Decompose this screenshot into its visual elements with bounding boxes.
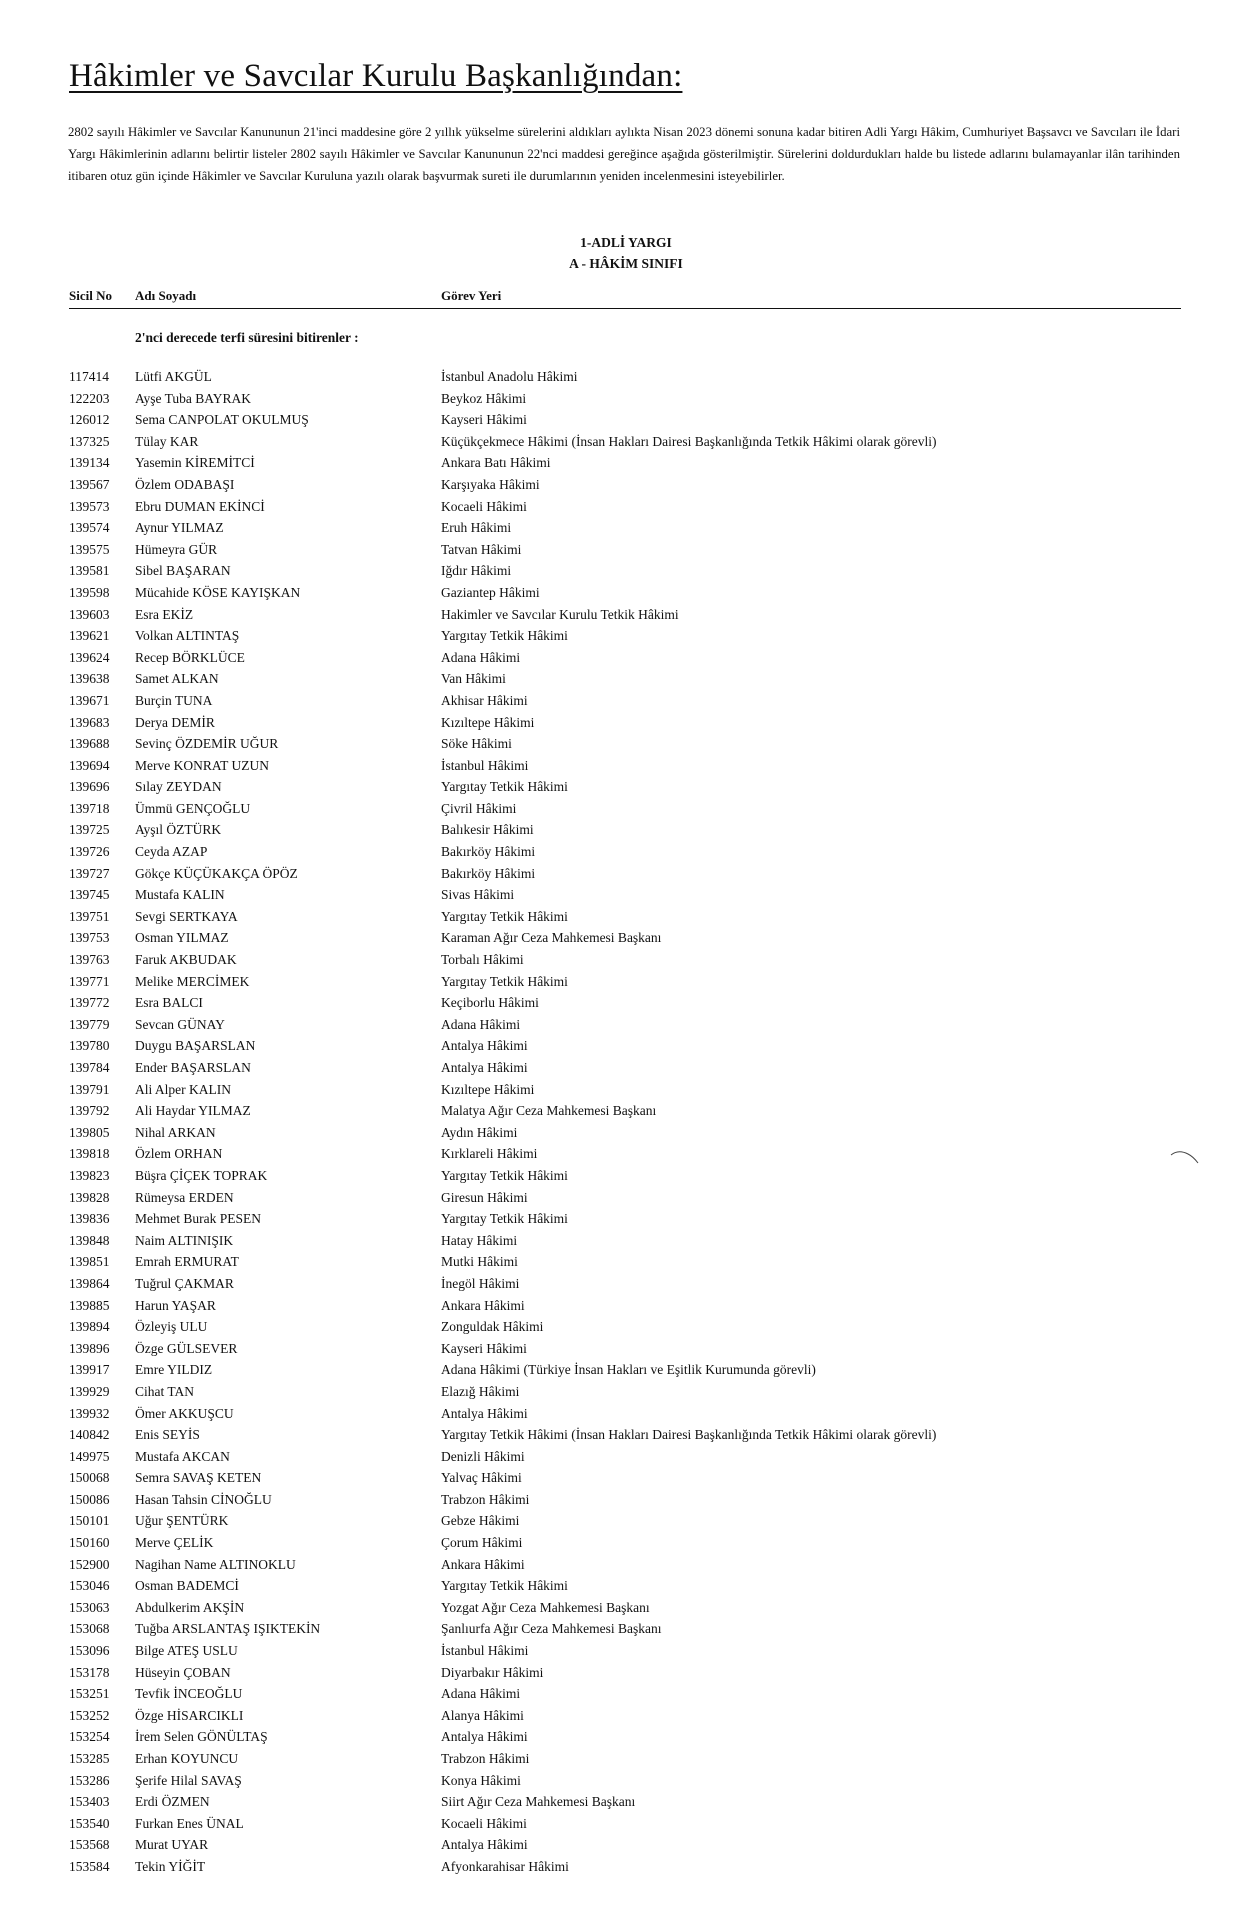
list-item [69, 690, 1181, 712]
adi-soyadi: Şerife Hilal SAVAŞ [135, 1772, 242, 1788]
sicil-no: 149975 [69, 1448, 110, 1464]
sicil-no: 139751 [69, 908, 110, 924]
gorev-yeri: Küçükçekmece Hâkimi (İnsan Hakları Dairesi Başkanlığında Tetkik Hâkimi olarak görevli) [441, 433, 937, 449]
gorev-yeri: Yargıtay Tetkik Hâkimi [441, 973, 568, 989]
sicil-no: 152900 [69, 1556, 110, 1572]
gorev-yeri: Yargıtay Tetkik Hâkimi [441, 1211, 568, 1227]
list-item [69, 582, 1181, 604]
sicil-no: 153251 [69, 1686, 110, 1702]
list-item [69, 1575, 1181, 1597]
list-item [69, 366, 1181, 388]
gorev-yeri: Gaziantep Hâkimi [441, 584, 540, 600]
adi-soyadi: Tuğba ARSLANTAŞ IŞIKTEKİN [135, 1621, 321, 1637]
adi-soyadi: Gökçe KÜÇÜKAKÇA ÖPÖZ [135, 865, 298, 881]
gorev-yeri: Trabzon Hâkimi [441, 1491, 530, 1507]
adi-soyadi: Ceyda AZAP [135, 844, 208, 860]
sicil-no: 139598 [69, 584, 110, 600]
gorev-yeri: Beykoz Hâkimi [441, 390, 527, 406]
adi-soyadi: Melike MERCİMEK [135, 973, 250, 989]
gorev-yeri: Antalya Hâkimi [441, 1405, 528, 1421]
list-item [69, 1251, 1181, 1273]
list-item [69, 1467, 1181, 1489]
adi-soyadi: Rümeysa ERDEN [135, 1189, 234, 1205]
col-gorev-yeri: Görev Yeri [441, 288, 502, 303]
sicil-no: 139792 [69, 1103, 110, 1119]
adi-soyadi: Erhan KOYUNCU [135, 1751, 239, 1766]
adi-soyadi: Bilge ATEŞ USLU [135, 1643, 238, 1659]
gorev-yeri: Trabzon Hâkimi [441, 1751, 530, 1766]
gorev-yeri: Ankara Hâkimi [441, 1556, 525, 1572]
gorev-yeri: Kayseri Hâkimi [441, 1340, 527, 1356]
gorev-yeri: Hakimler ve Savcılar Kurulu Tetkik Hâkimi [441, 606, 679, 622]
gorev-yeri: Yargıtay Tetkik Hâkimi [441, 1578, 568, 1594]
gorev-yeri: Eruh Hâkimi [441, 520, 512, 536]
gorev-yeri: Kocaeli Hâkimi [441, 1815, 527, 1831]
list-item [69, 927, 1181, 949]
gorev-yeri: Sivas Hâkimi [441, 887, 515, 903]
sicil-no: 139688 [69, 736, 110, 752]
sicil-no: 139725 [69, 822, 110, 838]
gorev-yeri: Torbalı Hâkimi [441, 952, 524, 968]
gorev-yeri: Kayseri Hâkimi [441, 412, 527, 428]
list-item [69, 1187, 1181, 1209]
gorev-yeri: Balıkesir Hâkimi [441, 822, 534, 838]
gorev-yeri: Tatvan Hâkimi [441, 541, 522, 557]
gorev-yeri: Antalya Hâkimi [441, 1729, 528, 1745]
gorev-yeri: Antalya Hâkimi [441, 1060, 528, 1075]
sicil-no: 139929 [69, 1383, 110, 1399]
sicil-no: 139696 [69, 779, 110, 795]
gorev-yeri: Diyarbakır Hâkimi [441, 1664, 544, 1680]
page-title: Hâkimler ve Savcılar Kurulu Başkanlığından: [69, 58, 683, 94]
sicil-no: 153254 [69, 1729, 110, 1745]
list-item [69, 1618, 1181, 1640]
list-item [69, 971, 1181, 993]
gorev-yeri: Adana Hâkimi [441, 649, 521, 665]
list-item [69, 1338, 1181, 1360]
gorev-yeri: Alanya Hâkimi [441, 1707, 524, 1723]
adi-soyadi: Aynur YILMAZ [135, 520, 224, 536]
list-item [69, 776, 1181, 798]
adi-soyadi: Murat UYAR [135, 1837, 209, 1853]
adi-soyadi: Ali Haydar YILMAZ [135, 1103, 251, 1119]
gorev-yeri: Yargıtay Tetkik Hâkimi [441, 628, 568, 644]
sicil-no: 150101 [69, 1513, 110, 1529]
sicil-no: 122203 [69, 390, 110, 406]
list-item [69, 1683, 1181, 1705]
sicil-no: 153252 [69, 1707, 110, 1723]
sicil-no: 139836 [69, 1211, 110, 1227]
gorev-yeri: Yargıtay Tetkik Hâkimi [441, 1167, 568, 1183]
gorev-yeri: Adana Hâkimi [441, 1016, 521, 1032]
sicil-no: 139780 [69, 1038, 110, 1054]
list-item [69, 1705, 1181, 1727]
gorev-yeri: Siirt Ağır Ceza Mahkemesi Başkanı [441, 1794, 636, 1810]
list-item [69, 1230, 1181, 1252]
list-item [69, 1273, 1181, 1295]
list-item [69, 388, 1181, 410]
adi-soyadi: Ümmü GENÇOĞLU [135, 800, 251, 816]
sicil-no: 139791 [69, 1081, 110, 1097]
sicil-no: 139683 [69, 714, 110, 730]
sicil-no: 117414 [69, 369, 109, 384]
list-item [69, 647, 1181, 669]
adi-soyadi: Samet ALKAN [135, 671, 219, 687]
gorev-yeri: Zonguldak Hâkimi [441, 1319, 544, 1335]
gorev-yeri: Kırklareli Hâkimi [441, 1146, 538, 1162]
gorev-yeri: Ankara Hâkimi [441, 1297, 525, 1313]
adi-soyadi: Abdulkerim AKŞİN [135, 1599, 245, 1615]
sicil-no: 139575 [69, 541, 110, 557]
list-item [69, 1165, 1181, 1187]
gorev-yeri: Yargıtay Tetkik Hâkimi [441, 779, 568, 795]
column-header [69, 288, 1181, 309]
list-item [69, 1057, 1181, 1079]
sicil-no: 139848 [69, 1232, 110, 1248]
adi-soyadi: Esra BALCI [135, 995, 203, 1011]
sicil-no: 139574 [69, 520, 110, 536]
adi-soyadi: Furkan Enes ÜNAL [135, 1815, 244, 1831]
list-item [69, 539, 1181, 561]
sicil-no: 153068 [69, 1621, 110, 1637]
sicil-no: 139718 [69, 800, 110, 816]
adi-soyadi: Ali Alper KALIN [135, 1081, 231, 1097]
adi-soyadi: Osman BADEMCİ [135, 1578, 239, 1594]
sicil-no: 139932 [69, 1405, 110, 1421]
sicil-no: 126012 [69, 412, 110, 428]
adi-soyadi: Tuğrul ÇAKMAR [135, 1275, 234, 1291]
sicil-no: 150086 [69, 1491, 110, 1507]
adi-soyadi: Hümeyra GÜR [135, 541, 218, 557]
gorev-yeri: Konya Hâkimi [441, 1772, 521, 1788]
sicil-no: 139779 [69, 1016, 110, 1032]
adi-soyadi: Özge GÜLSEVER [135, 1340, 238, 1356]
adi-soyadi: Büşra ÇİÇEK TOPRAK [135, 1167, 268, 1183]
gorev-yeri: Yalvaç Hâkimi [441, 1470, 522, 1486]
list-item [69, 1424, 1181, 1446]
sicil-no: 139134 [69, 455, 110, 471]
adi-soyadi: Ömer AKKUŞCU [135, 1405, 234, 1421]
adi-soyadi: Sibel BAŞARAN [135, 563, 231, 579]
adi-soyadi: Sevcan GÜNAY [135, 1016, 225, 1032]
list-item [69, 884, 1181, 906]
sicil-no: 150160 [69, 1535, 110, 1551]
group-title: 2'nci derecede terfi süresini bitirenler : [135, 330, 359, 345]
list-item [69, 625, 1181, 647]
adi-soyadi: Ender BAŞARSLAN [135, 1060, 251, 1075]
adi-soyadi: Esra EKİZ [135, 606, 194, 622]
list-item [69, 841, 1181, 863]
sicil-no: 153178 [69, 1664, 110, 1680]
personnel-list [69, 366, 1181, 1878]
gorev-yeri: Iğdır Hâkimi [441, 563, 512, 579]
list-item [69, 1489, 1181, 1511]
list-item [69, 1726, 1181, 1748]
adi-soyadi: Mustafa AKCAN [135, 1448, 230, 1464]
sicil-no: 139567 [69, 476, 110, 492]
list-item [69, 1554, 1181, 1576]
list-item [69, 1770, 1181, 1792]
sicil-no: 139917 [69, 1362, 110, 1378]
col-sicil-no: Sicil No [69, 288, 112, 303]
list-item [69, 1856, 1181, 1878]
sicil-no: 139885 [69, 1297, 110, 1313]
adi-soyadi: Emre YILDIZ [135, 1362, 213, 1378]
sicil-no: 139772 [69, 995, 110, 1011]
sicil-no: 153403 [69, 1794, 110, 1810]
gorev-yeri: Keçiborlu Hâkimi [441, 995, 539, 1011]
sicil-no: 139828 [69, 1189, 110, 1205]
gorev-yeri: Karaman Ağır Ceza Mahkemesi Başkanı [441, 930, 662, 946]
list-item [69, 452, 1181, 474]
adi-soyadi: Nagihan Name ALTINOKLU [135, 1556, 296, 1572]
adi-soyadi: Mücahide KÖSE KAYIŞKAN [135, 584, 301, 600]
list-item [69, 474, 1181, 496]
section-title: 1-ADLİ YARGI [580, 235, 672, 250]
sicil-no: 139894 [69, 1319, 110, 1335]
list-item [69, 1791, 1181, 1813]
list-item [69, 798, 1181, 820]
adi-soyadi: Merve ÇELİK [135, 1535, 214, 1551]
sicil-no: 153286 [69, 1772, 110, 1788]
gorev-yeri: Çorum Hâkimi [441, 1535, 523, 1551]
sicil-no: 153063 [69, 1599, 110, 1615]
stray-mark-icon [1170, 1150, 1200, 1164]
sicil-no: 139763 [69, 952, 110, 968]
list-item [69, 863, 1181, 885]
adi-soyadi: Uğur ŞENTÜRK [135, 1513, 229, 1529]
list-item [69, 431, 1181, 453]
list-item [69, 668, 1181, 690]
sicil-no: 153584 [69, 1858, 110, 1874]
gorev-yeri: İstanbul Anadolu Hâkimi [441, 369, 578, 384]
list-item [69, 1079, 1181, 1101]
adi-soyadi: Cihat TAN [135, 1383, 195, 1399]
sicil-no: 139818 [69, 1146, 110, 1162]
adi-soyadi: Tekin YİĞİT [135, 1858, 206, 1874]
gorev-yeri: Adana Hâkimi [441, 1686, 521, 1702]
gorev-yeri: Gebze Hâkimi [441, 1513, 520, 1529]
intro-paragraph: 2802 sayılı Hâkimler ve Savcılar Kanununun 21'inci maddesine göre 2 yıllık yükselme sürelerini aldıkları aylıkta Nisan 2023 dönemi sonuna kadar bitiren Adli Yargı Hâkim, Cumhuriyet Başsavcı ve Savcıları ile İdari Yargı Hâkimlerinin adlarını belirtir listeler 2802 sayılı Hâkimler ve Savcılar Kanununun 22'nci maddesi gereğince aşağıda gösterilmiştir. Sürelerini doldurdukları halde bu listede adlarını bulamayanlar ilân tarihinden itibaren otuz gün içinde Hâkimler ve Savcılar Kuruluna yazılı olarak başvurmak sureti ile durumlarının yeniden incelenmesini isteyebilirler. [68, 125, 1180, 183]
list-item [69, 755, 1181, 777]
gorev-yeri: Van Hâkimi [441, 671, 506, 687]
list-item [69, 517, 1181, 539]
adi-soyadi: Lütfi AKGÜL [135, 369, 212, 384]
list-item [69, 1834, 1181, 1856]
adi-soyadi: Sılay ZEYDAN [135, 779, 222, 795]
sicil-no: 140842 [69, 1427, 110, 1443]
list-item [69, 496, 1181, 518]
adi-soyadi: Tülay KAR [135, 433, 199, 449]
list-item [69, 1813, 1181, 1835]
gorev-yeri: Afyonkarahisar Hâkimi [441, 1858, 569, 1874]
list-item [69, 1748, 1181, 1770]
adi-soyadi: Osman YILMAZ [135, 930, 229, 946]
sicil-no: 139638 [69, 671, 110, 687]
sicil-no: 139726 [69, 844, 110, 860]
adi-soyadi: Özleyiş ULU [135, 1319, 208, 1335]
gorev-yeri: Hatay Hâkimi [441, 1232, 518, 1248]
list-item [69, 1316, 1181, 1338]
gorev-yeri: Denizli Hâkimi [441, 1448, 525, 1464]
sicil-no: 153568 [69, 1837, 110, 1853]
adi-soyadi: Yasemin KİREMİTCİ [135, 455, 255, 471]
sicil-no: 139573 [69, 498, 110, 514]
adi-soyadi: Mustafa KALIN [135, 887, 225, 903]
list-item [69, 1662, 1181, 1684]
gorev-yeri: Elazığ Hâkimi [441, 1383, 520, 1399]
adi-soyadi: Sevgi SERTKAYA [135, 908, 238, 924]
sicil-no: 139771 [69, 973, 110, 989]
list-item [69, 906, 1181, 928]
adi-soyadi: Mehmet Burak PESEN [135, 1211, 261, 1227]
list-item [69, 949, 1181, 971]
adi-soyadi: Naim ALTINIŞIK [135, 1232, 234, 1248]
gorev-yeri: Ankara Batı Hâkimi [441, 455, 551, 471]
list-item [69, 1381, 1181, 1403]
sicil-no: 139603 [69, 606, 110, 622]
gorev-yeri: Yargıtay Tetkik Hâkimi (İnsan Hakları Dairesi Başkanlığında Tetkik Hâkimi olarak görevli) [441, 1427, 937, 1443]
adi-soyadi: İrem Selen GÖNÜLTAŞ [135, 1729, 268, 1745]
sicil-no: 139694 [69, 757, 110, 773]
gorev-yeri: Akhisar Hâkimi [441, 692, 528, 708]
adi-soyadi: Duygu BAŞARSLAN [135, 1038, 256, 1054]
adi-soyadi: Merve KONRAT UZUN [135, 757, 269, 773]
sicil-no: 139864 [69, 1275, 110, 1291]
list-item [69, 560, 1181, 582]
adi-soyadi: Erdi ÖZMEN [135, 1794, 210, 1810]
gorev-yeri: Antalya Hâkimi [441, 1837, 528, 1853]
adi-soyadi: Nihal ARKAN [135, 1124, 216, 1140]
gorev-yeri: Çivril Hâkimi [441, 800, 517, 816]
sicil-no: 139784 [69, 1060, 110, 1075]
adi-soyadi: Recep BÖRKLÜCE [135, 649, 245, 665]
adi-soyadi: Faruk AKBUDAK [135, 952, 237, 968]
adi-soyadi: Volkan ALTINTAŞ [135, 628, 240, 644]
adi-soyadi: Burçin TUNA [135, 692, 213, 708]
list-item [69, 409, 1181, 431]
sicil-no: 139581 [69, 563, 110, 579]
sicil-no: 150068 [69, 1470, 110, 1486]
list-item [69, 1510, 1181, 1532]
adi-soyadi: Tevfik İNCEOĞLU [135, 1686, 243, 1702]
gorev-yeri: Giresun Hâkimi [441, 1189, 528, 1205]
list-item [69, 1597, 1181, 1619]
adi-soyadi: Semra SAVAŞ KETEN [135, 1470, 262, 1486]
sicil-no: 139896 [69, 1340, 110, 1356]
list-item [69, 1035, 1181, 1057]
gorev-yeri: Kızıltepe Hâkimi [441, 1081, 535, 1097]
adi-soyadi: Ebru DUMAN EKİNCİ [135, 498, 265, 514]
adi-soyadi: Ayşıl ÖZTÜRK [135, 822, 222, 838]
list-item [69, 604, 1181, 626]
list-item [69, 992, 1181, 1014]
gorev-yeri: Antalya Hâkimi [441, 1038, 528, 1054]
list-item [69, 1446, 1181, 1468]
list-item [69, 1143, 1181, 1165]
list-item [69, 712, 1181, 734]
list-item [69, 1403, 1181, 1425]
gorev-yeri: Yargıtay Tetkik Hâkimi [441, 908, 568, 924]
adi-soyadi: Ayşe Tuba BAYRAK [135, 390, 252, 406]
gorev-yeri: Yozgat Ağır Ceza Mahkemesi Başkanı [441, 1599, 650, 1615]
sicil-no: 139823 [69, 1167, 110, 1183]
sicil-no: 153096 [69, 1643, 110, 1659]
gorev-yeri: Malatya Ağır Ceza Mahkemesi Başkanı [441, 1103, 657, 1119]
list-item [69, 1295, 1181, 1317]
list-item [69, 1014, 1181, 1036]
adi-soyadi: Hüseyin ÇOBAN [135, 1664, 231, 1680]
gorev-yeri: Mutki Hâkimi [441, 1254, 518, 1270]
sicil-no: 139805 [69, 1124, 110, 1140]
list-item [69, 819, 1181, 841]
gorev-yeri: Karşıyaka Hâkimi [441, 476, 540, 492]
adi-soyadi: Özlem ORHAN [135, 1146, 223, 1162]
gorev-yeri: Aydın Hâkimi [441, 1124, 518, 1140]
list-item [69, 1122, 1181, 1144]
sicil-no: 137325 [69, 433, 110, 449]
list-item [69, 1208, 1181, 1230]
list-item [69, 1100, 1181, 1122]
sicil-no: 139621 [69, 628, 110, 644]
sicil-no: 139671 [69, 692, 110, 708]
gorev-yeri: Kızıltepe Hâkimi [441, 714, 535, 730]
adi-soyadi: Harun YAŞAR [135, 1297, 216, 1313]
list-item [69, 1532, 1181, 1554]
adi-soyadi: Derya DEMİR [135, 714, 215, 730]
sicil-no: 153540 [69, 1815, 110, 1831]
adi-soyadi: Hasan Tahsin CİNOĞLU [135, 1491, 272, 1507]
adi-soyadi: Sevinç ÖZDEMİR UĞUR [135, 736, 279, 752]
sicil-no: 139851 [69, 1254, 110, 1270]
col-adi-soyadi: Adı Soyadı [135, 288, 197, 303]
gorev-yeri: Bakırköy Hâkimi [441, 865, 536, 881]
list-item [69, 733, 1181, 755]
adi-soyadi: Emrah ERMURAT [135, 1254, 239, 1270]
adi-soyadi: Özge HİSARCIKLI [135, 1707, 244, 1723]
list-item [69, 1640, 1181, 1662]
gorev-yeri: İstanbul Hâkimi [441, 757, 529, 773]
gorev-yeri: Şanlıurfa Ağır Ceza Mahkemesi Başkanı [441, 1621, 662, 1637]
gorev-yeri: Adana Hâkimi (Türkiye İnsan Hakları ve Eşitlik Kurumunda görevli) [441, 1362, 816, 1378]
sicil-no: 139727 [69, 865, 110, 881]
adi-soyadi: Özlem ODABAŞI [135, 476, 235, 492]
sicil-no: 139624 [69, 649, 110, 665]
gorev-yeri: Bakırköy Hâkimi [441, 844, 536, 860]
gorev-yeri: İstanbul Hâkimi [441, 1643, 529, 1659]
gorev-yeri: Söke Hâkimi [441, 736, 512, 752]
adi-soyadi: Sema CANPOLAT OKULMUŞ [135, 412, 309, 428]
list-item [69, 1359, 1181, 1381]
sicil-no: 139745 [69, 887, 110, 903]
sicil-no: 153285 [69, 1751, 110, 1766]
gorev-yeri: İnegöl Hâkimi [441, 1275, 520, 1291]
section-subtitle: A - HÂKİM SINIFI [569, 256, 683, 271]
sicil-no: 153046 [69, 1578, 110, 1594]
gorev-yeri: Kocaeli Hâkimi [441, 498, 527, 514]
adi-soyadi: Enis SEYİS [135, 1427, 200, 1443]
sicil-no: 139753 [69, 930, 110, 946]
